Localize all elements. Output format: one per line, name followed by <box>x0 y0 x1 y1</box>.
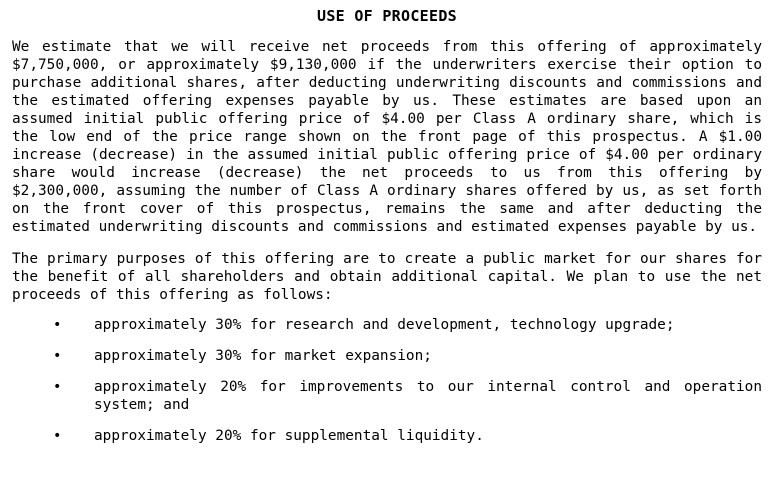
bullet-icon: • <box>53 379 62 395</box>
section-title: USE OF PROCEEDS <box>317 7 457 25</box>
offering-purpose-paragraph: The primary purposes of this offering are to create a public market for our shares for the benefit of all shareholders and obtain additional capital. We plan to use the net proceeds of this offering as follows: <box>12 251 762 303</box>
list-item-text: approximately 30% for market expansion; <box>94 348 432 364</box>
bullet-icon: • <box>53 428 62 444</box>
proceeds-estimate-paragraph: We estimate that we will receive net proceeds from this offering of approximately $7,750,000, or approximately $9,130,000 if the underwriters exercise their option to purchase additional shares, after deducting underwriting discounts and commissions and the estimated offering expenses payable by us. These estimates are based upon an assumed initial public offering price of $4.00 per Class A ordinary share, which is the low end of the price range shown on the front page of this prospectus. A $1.00 increase (decrease) in the assumed initial public offering price of $4.00 per ordinary share would increase (decrease) the net proceeds to us from this offering by $2,300,000, assuming the number of Class A ordinary shares offered by us, as set forth on the front cover of this prospectus, remains the same and after deducting the estimated underwriting discounts and commissions and estimated expenses payable by us. <box>12 39 762 235</box>
list-item-text: approximately 20% for supplemental liquidity. <box>94 428 484 444</box>
list-item-text: approximately 30% for research and development, technology upgrade; <box>94 317 675 333</box>
list-item <box>12 316 762 334</box>
bullet-icon: • <box>53 317 62 333</box>
document-page <box>12 6 762 458</box>
list-item-text: approximately 20% for improvements to our internal control and operation system; and <box>94 379 762 413</box>
bullet-icon: • <box>53 348 62 364</box>
list-item <box>12 378 762 414</box>
use-of-proceeds-list <box>12 316 762 445</box>
list-item <box>12 427 762 445</box>
list-item <box>12 347 762 365</box>
